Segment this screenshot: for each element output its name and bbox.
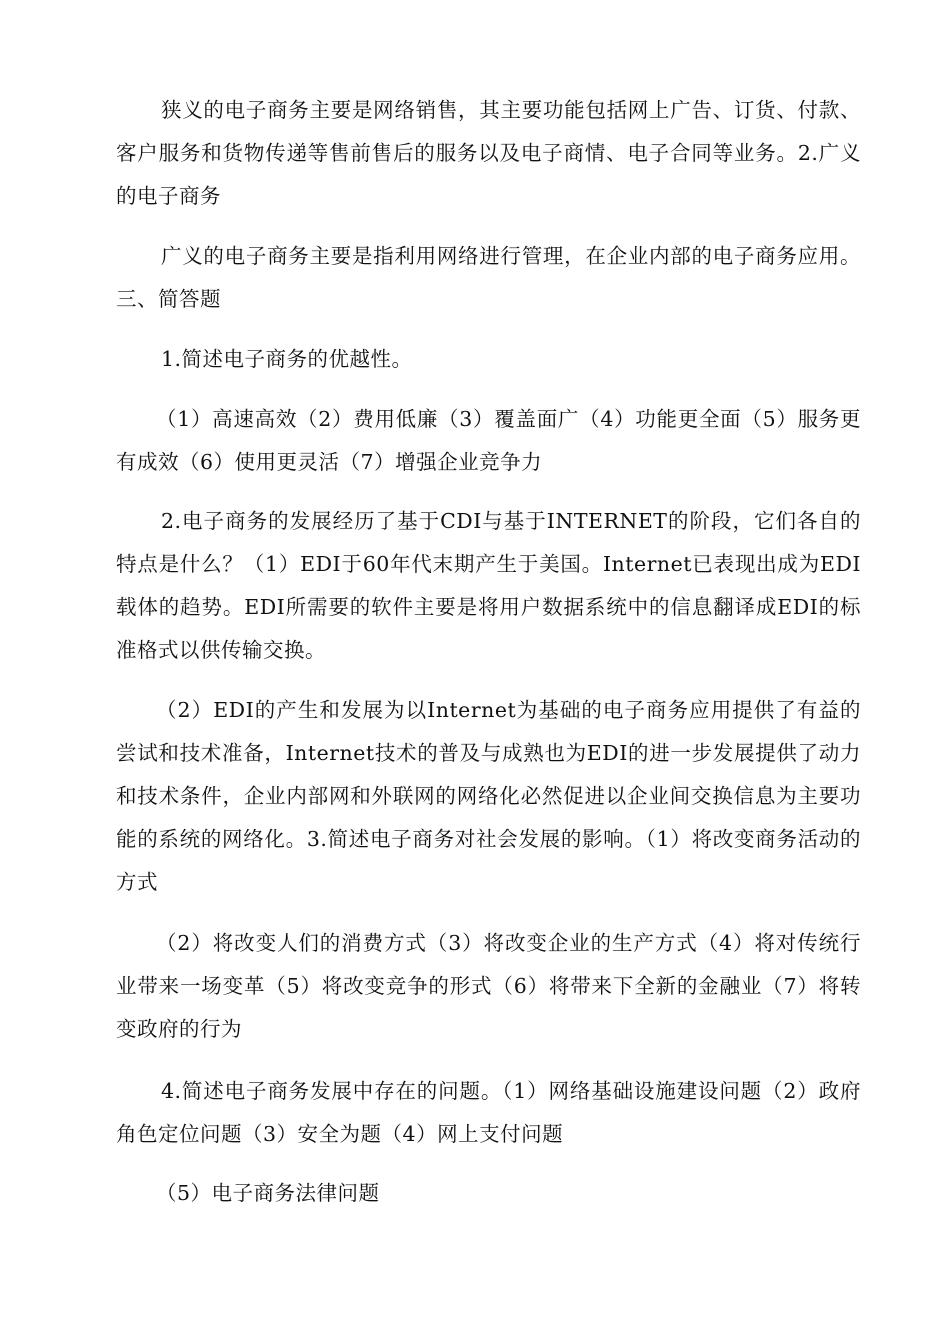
question-2-paragraph: 2.电子商务的发展经历了基于CDI与基于INTERNET的阶段，它们各自的特点是什么？（1）EDI于60年代末期产生于美国。Internet已表现出成为EDI载体的趋势。EDI所需要的软件主要是将用户数据系统中的信息翻译成EDI的标准格式以供传输交换。 [116, 509, 861, 662]
answer-3-list: （2）将改变人们的消费方式（3）将改变企业的生产方式（4）将对传统行业带来一场变革（5）将改变竞争的形式（6）将带来下全新的金融业（7）将转变政府的行为 [116, 931, 861, 1041]
paragraph-narrow-ecommerce: 狭义的电子商务主要是网络销售，其主要功能包括网上广告、订货、付款、客户服务和货物传递等售前售后的服务以及电子商情、电子合同等业务。2.广义的电子商务 [116, 98, 861, 208]
answer-2-part-2-paragraph: （2）EDI的产生和发展为以Internet为基础的电子商务应用提供了有益的尝试和技术准备，Internet技术的普及与成熟也为EDI的进一步发展提供了动力和技术条件，企业内部网和外联网的网络化必然促进以企业间交换信息为主要功能的系统的网络化。3.简述电子商务对社会发展的影响。（1）将改变商务活动的方式 [116, 698, 861, 894]
question-1-heading: 1.简述电子商务的优越性。 [161, 347, 413, 371]
paragraph-broad-ecommerce: 广义的电子商务主要是指利用网络进行管理，在企业内部的电子商务应用。三、简答题 [116, 244, 861, 311]
answer-1-list: （1）高速高效（2）费用低廉（3）覆盖面广（4）功能更全面（5）服务更有成效（6）使用更灵活（7）增强企业竞争力 [116, 407, 861, 474]
question-4-paragraph: 4.简述电子商务发展中存在的问题。（1）网络基础设施建设问题（2）政府角色定位问题（3）安全为题（4）网上支付问题 [116, 1079, 861, 1146]
answer-4-item-5: （5）电子商务法律问题 [156, 1181, 380, 1205]
